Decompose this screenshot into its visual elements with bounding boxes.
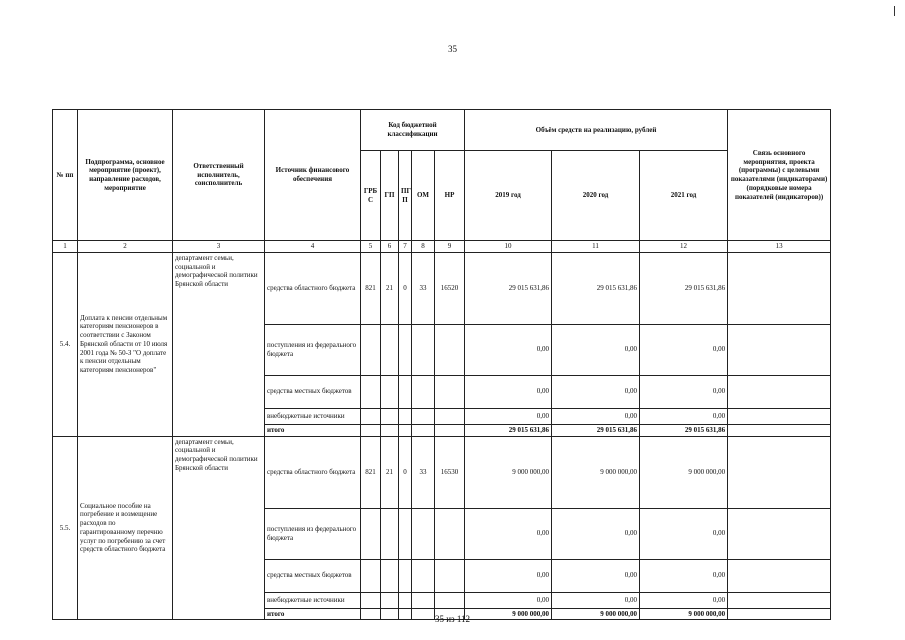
amount-2021: 29 015 631,86 [640, 252, 728, 324]
om-code [412, 408, 435, 424]
gp-code: 21 [381, 252, 399, 324]
header-gp: ГП [381, 151, 399, 241]
header-no: № пп [53, 110, 78, 241]
grbs-code [361, 559, 381, 592]
header-source: Источник финансового обеспечения [265, 110, 361, 241]
header-link: Связь основного мероприятия, проекта (программы) с целевыми показателями (индикаторами) (порядковые номера показателей (индикаторов)) [728, 110, 831, 241]
funding-source: средства местных бюджетов [265, 559, 361, 592]
indicator-link [728, 252, 831, 324]
grbs-code [361, 508, 381, 559]
om-code: 33 [412, 252, 435, 324]
amount-2021: 9 000 000,00 [640, 608, 728, 620]
header-executor: Ответственный исполнитель, соисполнитель [173, 110, 265, 241]
amount-2020: 29 015 631,86 [552, 252, 640, 324]
gp-code: 21 [381, 436, 399, 508]
col-number: 4 [265, 241, 361, 253]
amount-2020: 0,00 [552, 408, 640, 424]
header-volume: Объём средств на реализацию, рублей [465, 110, 728, 151]
indicator-link [728, 559, 831, 592]
grbs-code [361, 592, 381, 608]
amount-2019: 29 015 631,86 [465, 424, 552, 436]
amount-2021: 9 000 000,00 [640, 436, 728, 508]
nr-code [435, 559, 465, 592]
header-2020: 2020 год [552, 151, 640, 241]
pgp-code [399, 592, 412, 608]
col-number: 12 [640, 241, 728, 253]
program-name: Социальное пособие на погребение и возмещение расходов по гарантированному перечню услуг по погребению за счет средств областного бюджета [78, 436, 173, 620]
executor: департамент семьи, социальной и демографической политики Брянской области [173, 436, 265, 620]
indicator-link [728, 436, 831, 508]
col-number: 9 [435, 241, 465, 253]
amount-2020: 0,00 [552, 508, 640, 559]
amount-2021: 0,00 [640, 592, 728, 608]
pgp-code [399, 559, 412, 592]
pgp-code: 0 [399, 252, 412, 324]
funding-source: средства областного бюджета [265, 436, 361, 508]
nr-code [435, 592, 465, 608]
amount-2021: 0,00 [640, 324, 728, 375]
gp-code [381, 592, 399, 608]
executor: департамент семьи, социальной и демографической политики Брянской области [173, 252, 265, 436]
header-2021: 2021 год [640, 151, 728, 241]
page-footer: 35 из 112 [434, 614, 471, 624]
gp-code [381, 508, 399, 559]
header-pgp: ПГ П [399, 151, 412, 241]
nr-code [435, 508, 465, 559]
amount-2019: 29 015 631,86 [465, 252, 552, 324]
amount-2019: 0,00 [465, 508, 552, 559]
om-code: 33 [412, 436, 435, 508]
pgp-code [399, 424, 412, 436]
funding-source: итого [265, 424, 361, 436]
nr-code [435, 424, 465, 436]
funding-source: внебюджетные источники [265, 592, 361, 608]
grbs-code: 821 [361, 252, 381, 324]
pgp-code: 0 [399, 436, 412, 508]
funding-source: итого [265, 608, 361, 620]
amount-2021: 0,00 [640, 559, 728, 592]
nr-code: 16520 [435, 252, 465, 324]
indicator-link [728, 508, 831, 559]
funding-source: поступления из федерального бюджета [265, 508, 361, 559]
amount-2020: 0,00 [552, 592, 640, 608]
amount-2021: 29 015 631,86 [640, 424, 728, 436]
page-number: 35 [448, 44, 457, 54]
indicator-link [728, 408, 831, 424]
amount-2019: 9 000 000,00 [465, 608, 552, 620]
header-2019: 2019 год [465, 151, 552, 241]
indicator-link [728, 424, 831, 436]
program-name: Доплата к пенсии отдельным категориям пенсионеров в соответствии с Законом Брянской области от 10 июля 2001 года № 50-З "О доплате к пенсии отдельным категориям пенсионеров" [78, 252, 173, 436]
gp-code [381, 324, 399, 375]
pgp-code [399, 508, 412, 559]
funding-source: внебюджетные источники [265, 408, 361, 424]
om-code [412, 508, 435, 559]
amount-2020: 0,00 [552, 324, 640, 375]
om-code [412, 375, 435, 408]
pgp-code [399, 375, 412, 408]
amount-2020: 9 000 000,00 [552, 436, 640, 508]
amount-2019: 0,00 [465, 592, 552, 608]
header-grbs: ГРБ С [361, 151, 381, 241]
gp-code [381, 559, 399, 592]
amount-2021: 0,00 [640, 408, 728, 424]
col-number: 10 [465, 241, 552, 253]
grbs-code: 821 [361, 436, 381, 508]
indicator-link [728, 592, 831, 608]
col-number: 13 [728, 241, 831, 253]
amount-2019: 0,00 [465, 559, 552, 592]
grbs-code [361, 424, 381, 436]
header-budget-code: Код бюджетной классификации [361, 110, 465, 151]
col-number: 8 [412, 241, 435, 253]
nr-code [435, 324, 465, 375]
om-code [412, 592, 435, 608]
grbs-code [361, 324, 381, 375]
amount-2020: 9 000 000,00 [552, 608, 640, 620]
program-table [52, 109, 831, 620]
header-om: ОМ [412, 151, 435, 241]
edge-mark [894, 6, 895, 16]
pgp-code [399, 408, 412, 424]
gp-code [381, 375, 399, 408]
header-program: Подпрограмма, основное мероприятие (проект), направление расходов, мероприятие [78, 110, 173, 241]
grbs-code [361, 408, 381, 424]
amount-2019: 0,00 [465, 324, 552, 375]
om-code [412, 424, 435, 436]
gp-code [381, 424, 399, 436]
col-number: 7 [399, 241, 412, 253]
amount-2019: 9 000 000,00 [465, 436, 552, 508]
indicator-link [728, 375, 831, 408]
table-row [53, 252, 831, 324]
pgp-code [399, 324, 412, 375]
col-number: 6 [381, 241, 399, 253]
col-number: 2 [78, 241, 173, 253]
amount-2019: 0,00 [465, 375, 552, 408]
funding-source: средства областного бюджета [265, 252, 361, 324]
col-number: 5 [361, 241, 381, 253]
gp-code [381, 408, 399, 424]
funding-source: поступления из федерального бюджета [265, 324, 361, 375]
row-number: 5.5. [53, 436, 78, 620]
amount-2020: 0,00 [552, 559, 640, 592]
amount-2019: 0,00 [465, 408, 552, 424]
col-number: 1 [53, 241, 78, 253]
col-number: 3 [173, 241, 265, 253]
header-nr: НР [435, 151, 465, 241]
amount-2021: 0,00 [640, 375, 728, 408]
col-number: 11 [552, 241, 640, 253]
nr-code [435, 408, 465, 424]
om-code [412, 324, 435, 375]
funding-source: средства местных бюджетов [265, 375, 361, 408]
amount-2020: 0,00 [552, 375, 640, 408]
nr-code [435, 375, 465, 408]
indicator-link [728, 324, 831, 375]
nr-code: 16530 [435, 436, 465, 508]
row-number: 5.4. [53, 252, 78, 436]
amount-2021: 0,00 [640, 508, 728, 559]
amount-2020: 29 015 631,86 [552, 424, 640, 436]
om-code [412, 559, 435, 592]
table-row [53, 436, 831, 508]
grbs-code [361, 375, 381, 408]
